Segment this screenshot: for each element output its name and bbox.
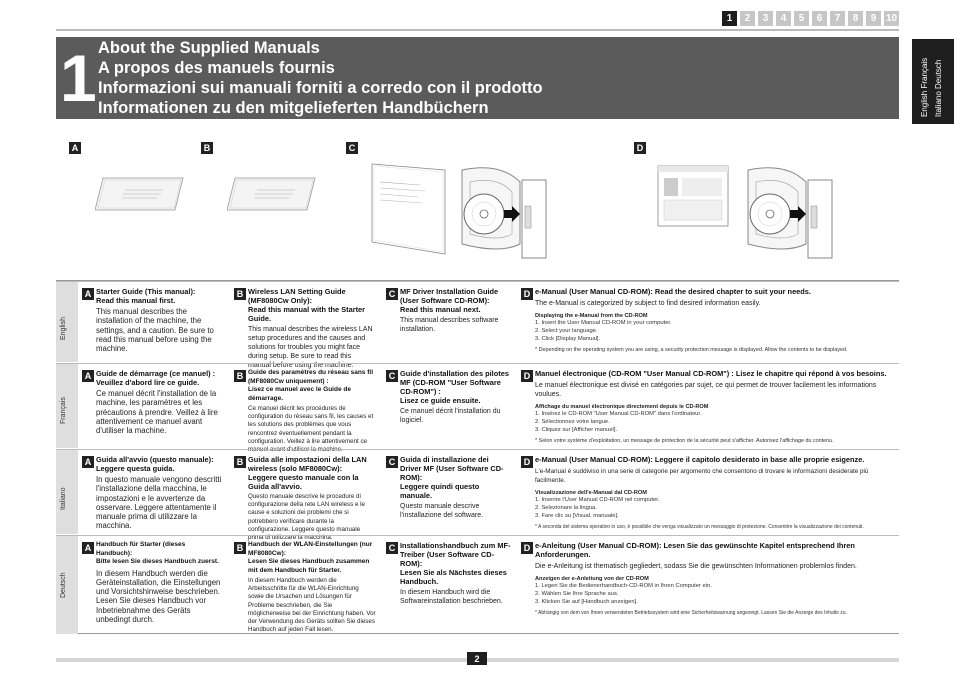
page-tab-1[interactable]: 1: [722, 11, 737, 26]
side-tab-line-1: English Français: [920, 57, 929, 117]
illustration-label-a: A: [69, 142, 81, 154]
cell-a: [82, 455, 222, 531]
steps: [535, 497, 893, 520]
step: 3. Cliquez sur [Afficher manuel].: [535, 426, 618, 433]
heading: Wireless LAN Setting Guide (MF8080Cw Only): Read this manual with the Starter Guide.: [248, 287, 366, 323]
body: In diesem Handbuch werden die Geräteinstallation, die Einstellungen und Vorsichtshinweise beschrieben. Lesen Sie dieses Handbuch vor Inbetriebnahme des Geräts unbedingt durch.: [96, 568, 221, 624]
page-tab-8[interactable]: 8: [848, 11, 863, 26]
language-label-cell: [56, 450, 78, 534]
body: Le manuel électronique est divisé en catégories par sujet, ce qui permet de trouver facilement les informations voulues.: [535, 382, 877, 398]
cell-e-manual: [521, 287, 893, 353]
note: * Selon votre système d'exploitation, un message de protection de la sécurité peut s'afficher. Autorisez l'affichage du contenu.: [535, 438, 834, 445]
step: 3. Klicken Sie auf [Handbuch anzeigen].: [535, 598, 638, 605]
body: In diesem Handbuch wird die Softwareinstallation beschrieben.: [400, 589, 503, 605]
label-c: C: [386, 542, 398, 554]
label-a: A: [82, 542, 94, 554]
label-d: D: [521, 456, 533, 468]
title-german: Informationen zu den mitgelieferten Handbüchern: [98, 99, 489, 117]
manuals-table: [56, 280, 899, 634]
heading: e-Anleitung (User Manual CD-ROM): Lesen Sie das gewünschte Kapitel entsprechend Ihren Anforderungen.: [535, 541, 855, 559]
body: Ce manuel décrit les procédures de configuration du réseau sans fil, les causes et les solutions des problèmes que vous rencontrez éventuellement pendant la configuration. Veillez à lire attentivement ce manuel avant d'utiliser la machine.: [248, 405, 374, 454]
heading: Manuel électronique (CD-ROM "User Manual CD-ROM") : Lisez le chapitre qui répond à vos besoins.: [535, 369, 887, 378]
page-tab-2[interactable]: 2: [740, 11, 755, 26]
language-label-cell: [56, 536, 78, 634]
row-italian: [56, 449, 899, 542]
page-number: 2: [467, 652, 487, 665]
body: The e-Manual is categorized by subject to find desired information easily.: [535, 300, 761, 307]
step: 2. Select your language.: [535, 327, 598, 334]
subheading: Anzeigen der e-Anleitung von der CD-ROM: [535, 576, 649, 582]
cell-c: [386, 541, 511, 606]
step: 3. Click [Display Manual].: [535, 335, 601, 342]
computer-with-cd-illustration-c: [370, 152, 550, 262]
illustration-label-c: C: [346, 142, 358, 154]
page-tab-10[interactable]: 10: [885, 13, 898, 24]
cell-b: [234, 369, 376, 454]
label-a: A: [82, 288, 94, 300]
body: L'e-Manual è suddiviso in una serie di categorie per argomento che consentono di trovare le informazioni desiderate più facilmente.: [535, 468, 869, 484]
cell-a: [82, 541, 222, 624]
note: * A seconda del sistema operativo in uso, è possibile che venga visualizzato un messaggio di protezione. Consentire la visualizzazione dei contenuti.: [535, 524, 864, 531]
step: 1. Inserire l'User Manual CD-ROM nel computer.: [535, 497, 660, 503]
label-c: C: [386, 370, 398, 382]
label-b: B: [234, 456, 246, 468]
cell-e-manual: [521, 369, 893, 444]
heading: MF Driver Installation Guide (User Software CD-ROM): Read this manual next.: [400, 287, 499, 314]
body: Ce manuel décrit l'installation de la machine, les paramètres et les précautions à prendre. Veillez à lire attentivement ce manuel avant d'utiliser la machine.: [96, 389, 218, 436]
subheading: Affichage du manuel électronique directement depuis le CD-ROM: [535, 404, 709, 410]
heading: Guide d'installation des pilotes MF (CD-ROM "User Software CD-ROM") : Lisez ce guide ensuite.: [400, 369, 509, 405]
steps: [535, 583, 893, 606]
subheading: Displaying the e-Manual from the CD-ROM: [535, 313, 648, 319]
row-german: [56, 535, 899, 634]
cell-c: [386, 287, 511, 334]
illustration-label-d: D: [634, 142, 646, 154]
heading: Starter Guide (This manual): Read this manual first.: [96, 287, 196, 305]
body: In questo manuale vengono descritti l'installazione della macchina, le impostazioni e le avvertenze da osservare. Leggere attentamente il manuale prima di utilizzare la macchina.: [96, 475, 222, 531]
language-label: Italiano: [60, 487, 67, 510]
subheading: Visualizzazione dell'e-Manual dal CD-ROM: [535, 490, 647, 496]
chapter-number: 1: [60, 41, 97, 115]
cell-b: [234, 287, 376, 370]
page-tab-9[interactable]: 9: [866, 11, 881, 26]
heading: Handbuch der WLAN-Einstellungen (nur MF8080Cw): Lesen Sie dieses Handbuch zusammen mit dem Handbuch für Starter.: [248, 541, 373, 574]
label-d: D: [521, 288, 533, 300]
page-tab-3[interactable]: 3: [758, 11, 773, 26]
row-french: [56, 363, 899, 454]
heading: Handbuch für Starter (dieses Handbuch): Bitte lesen Sie dieses Handbuch zuerst.: [96, 541, 219, 565]
body: Questo manuale descrive le procedure di configurazione della rete LAN wireless e le cause e soluzioni dei problemi che si potrebbero verificare durante la configurazione. Leggere questo manuale prima di utilizzare la macchina.: [248, 493, 365, 542]
body: This manual describes the installation of the machine, the settings, and a caution. Be sure to read this manual before using the machine.: [96, 307, 214, 354]
step: 2. Sélectionnez votre langue.: [535, 418, 610, 425]
label-a: A: [82, 370, 94, 382]
note: * Abhängig von dem von Ihnen verwendeten Betriebssystem wird eine Sicherheitswarnung angezeigt. Lassen Sie die Anzeige des Inhalts zu.: [535, 610, 847, 617]
heading: Guide de démarrage (ce manuel) : Veuillez d'abord lire ce guide.: [96, 369, 216, 387]
label-d: D: [521, 542, 533, 554]
language-side-tab[interactable]: [912, 39, 954, 124]
heading: e-Manual (User Manual CD-ROM): Leggere il capitolo desiderato in base alle proprie esigenze.: [535, 455, 865, 464]
starter-guide-booklet-icon: [95, 176, 185, 212]
label-b: B: [234, 542, 246, 554]
cell-e-manual: [521, 455, 893, 530]
title-english: About the Supplied Manuals: [98, 39, 320, 57]
cell-b: [234, 455, 376, 542]
label-b: B: [234, 288, 246, 300]
step: 1. Insérez le CD-ROM "User Manual CD-ROM" dans l'ordinateur.: [535, 411, 702, 417]
title-italian: Informazioni sui manuali forniti a corredo con il prodotto: [98, 79, 543, 97]
heading: Guida di installazione dei Driver MF (User Software CD-ROM): Leggere quindi questo manuale.: [400, 455, 504, 500]
body: In diesem Handbuch werden die Arbeitsschritte für die WLAN-Einrichtung sowie die Ursachen und Lösungen für Probleme beschrieben, die Sie möglicherweise bei der Einrichtung haben. Vor der Verwendung des Geräts sollten Sie dieses Handbuch auf jeden Fall lesen.: [248, 577, 376, 634]
wireless-lan-guide-booklet-icon: [227, 176, 317, 212]
step: 2. Selezionare la lingua.: [535, 504, 597, 511]
cell-e-manual: [521, 541, 893, 616]
step: 3. Fare clic su [Visual. manuale].: [535, 512, 619, 519]
body: Ce manuel décrit l'installation du logiciel.: [400, 408, 501, 424]
heading: Guida all'avvio (questo manuale): Leggere questa guida.: [96, 455, 214, 473]
label-c: C: [386, 288, 398, 300]
label-d: D: [521, 370, 533, 382]
top-rule: [56, 29, 899, 31]
page-tab-4[interactable]: 4: [776, 11, 791, 26]
steps: [535, 411, 893, 434]
body: Questo manuale descrive l'installazione del software.: [400, 503, 484, 519]
steps: [535, 320, 893, 343]
language-label: English: [60, 317, 67, 340]
page-tab-7[interactable]: 7: [830, 11, 845, 26]
side-tab-line-2: Italiano Deutsch: [934, 59, 943, 117]
step: 2. Wählen Sie Ihre Sprache aus.: [535, 590, 619, 597]
chapter-header: [56, 37, 899, 119]
label-b: B: [234, 370, 246, 382]
note: * Depending on the operating system you are using, a security protection message is displayed. Allow the contents to be displayed.: [535, 347, 848, 354]
heading: Installationshandbuch zum MF-Treiber (User Software CD-ROM): Lesen Sie als Nächstes dieses Handbuch.: [400, 541, 511, 586]
page-navigation: [722, 11, 899, 26]
heading: Guida alle impostazioni della LAN wireless (solo MF8080Cw): Leggere questo manuale con la Guida all'avvio.: [248, 455, 367, 491]
chapter-titles: [98, 38, 543, 118]
language-label-cell: [56, 364, 78, 448]
cell-a: [82, 287, 222, 353]
body: Die e-Anleitung ist thematisch gegliedert, sodass Sie die gewünschten Informationen problemlos finden.: [535, 563, 857, 570]
page-tab-5[interactable]: 5: [794, 11, 809, 26]
step: 1. Legen Sie die Bedienerhandbuch-CD-ROM in Ihren Computer ein.: [535, 583, 712, 589]
heading: e-Manual (User Manual CD-ROM): Read the desired chapter to suit your needs.: [535, 287, 811, 296]
language-label: Deutsch: [60, 572, 67, 598]
heading: Guide des paramètres du réseau sans fil (MF8080Cw uniquement) : Lisez ce manuel avec le Guide de démarrage.: [248, 369, 373, 402]
language-label-cell: [56, 282, 78, 362]
label-a: A: [82, 456, 94, 468]
row-english: [56, 281, 899, 369]
step: 1. Insert the User Manual CD-ROM in your computer.: [535, 320, 672, 326]
title-french: A propos des manuels fournis: [98, 59, 335, 77]
cell-a: [82, 369, 222, 435]
cell-c: [386, 369, 511, 425]
illustration-label-b: B: [201, 142, 213, 154]
language-label: Français: [60, 397, 67, 424]
body: This manual describes software installation.: [400, 317, 499, 333]
page-tab-6[interactable]: 6: [812, 11, 827, 26]
computer-with-cd-illustration-d: [656, 152, 836, 262]
label-c: C: [386, 456, 398, 468]
body: This manual describes the wireless LAN setup procedures and the causes and solutions for troubles you might face during setup. Be sure to read this manual before using the machine.: [248, 326, 373, 369]
cell-c: [386, 455, 511, 520]
cell-b: [234, 541, 376, 634]
